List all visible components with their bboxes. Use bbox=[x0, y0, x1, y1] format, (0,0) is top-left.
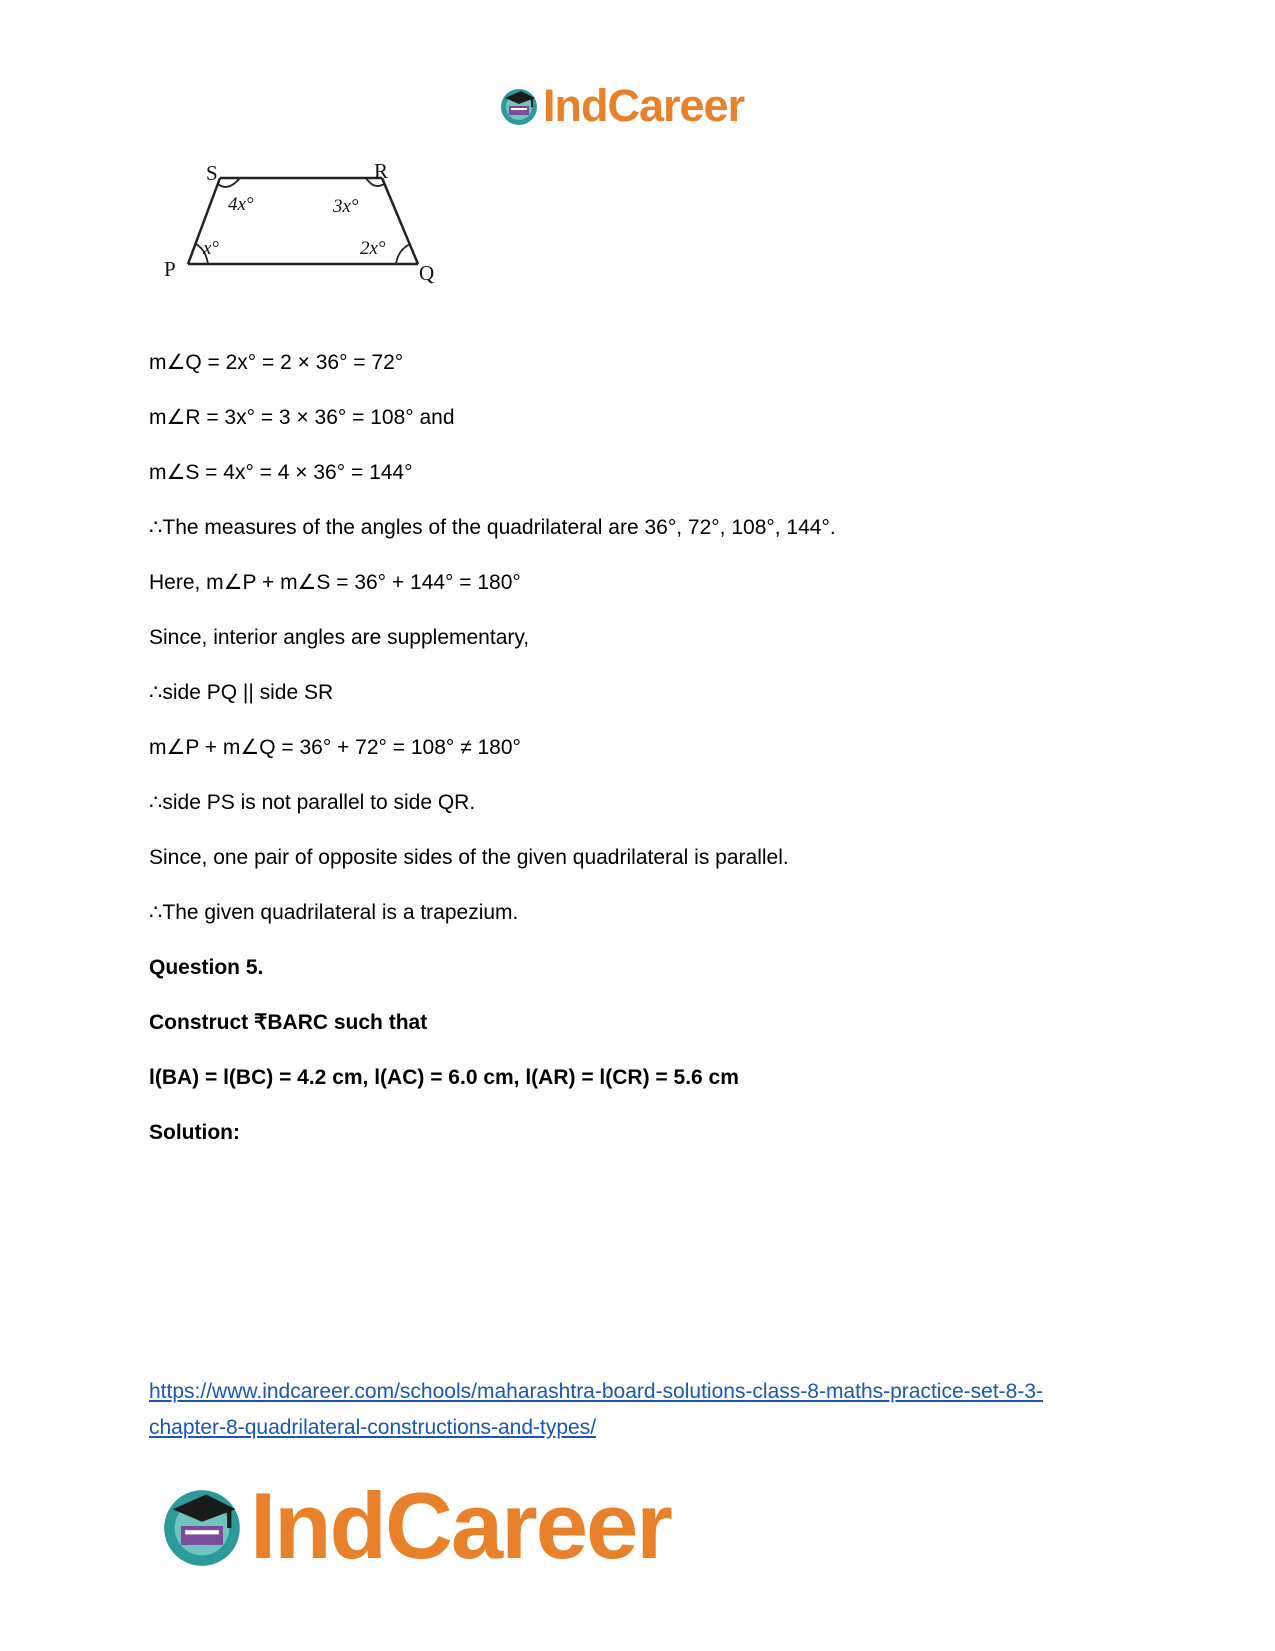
graduation-globe-icon bbox=[160, 1484, 244, 1568]
vertex-label-p: P bbox=[164, 257, 176, 281]
solution-line-angle-r: m∠R = 3x° = 3 × 36° = 108° and bbox=[149, 406, 455, 429]
question-text-line1: Construct ₹BARC such that bbox=[149, 1011, 428, 1034]
solution-label: Solution: bbox=[149, 1121, 240, 1144]
solution-line-supplementary: Since, interior angles are supplementary, bbox=[149, 626, 530, 649]
angle-label-s: 4x° bbox=[228, 194, 254, 215]
question-text-line2: l(BA) = l(BC) = 4.2 cm, l(AC) = 6.0 cm, l(AR) = l(CR) = 5.6 cm bbox=[149, 1066, 739, 1089]
solution-line-sum-ps: Here, m∠P + m∠S = 36° + 144° = 180° bbox=[149, 571, 521, 594]
solution-line-angle-q: m∠Q = 2x° = 2 × 36° = 72° bbox=[149, 351, 404, 374]
vertex-label-r: R bbox=[374, 159, 389, 183]
solution-line-angle-s: m∠S = 4x° = 4 × 36° = 144° bbox=[149, 461, 413, 484]
solution-line-sum-pq: m∠P + m∠Q = 36° + 72° = 108° ≠ 180° bbox=[149, 736, 521, 759]
vertex-label-s: S bbox=[206, 161, 218, 185]
question-title: Question 5. bbox=[149, 956, 264, 979]
solution-line-ps-not-parallel: ∴side PS is not parallel to side QR. bbox=[149, 791, 476, 814]
solution-line-angle-summary: ∴The measures of the angles of the quadrilateral are 36°, 72°, 108°, 144°. bbox=[149, 516, 836, 539]
angle-label-q: 2x° bbox=[360, 238, 386, 259]
source-url-link-line1[interactable]: https://www.indcareer.com/schools/maharashtra-board-solutions-class-8-maths-practice-set-8-3- bbox=[149, 1380, 1043, 1403]
vertex-label-q: Q bbox=[419, 261, 435, 285]
angle-label-r: 3x° bbox=[333, 196, 359, 217]
trapezium-figure bbox=[160, 158, 460, 298]
source-url-link-line2[interactable]: chapter-8-quadrilateral-constructions-and-types/ bbox=[149, 1416, 597, 1439]
solution-line-conclusion: ∴The given quadrilateral is a trapezium. bbox=[149, 901, 519, 924]
angle-label-p: x° bbox=[203, 238, 220, 259]
indcareer-logo-footer bbox=[160, 1472, 671, 1580]
logo-wordmark: IndCareer bbox=[543, 80, 745, 131]
logo-wordmark: IndCareer bbox=[250, 1473, 671, 1578]
graduation-globe-icon bbox=[499, 86, 539, 126]
solution-line-one-pair-parallel: Since, one pair of opposite sides of the given quadrilateral is parallel. bbox=[149, 846, 789, 869]
solution-line-pq-parallel-sr: ∴side PQ || side SR bbox=[149, 681, 334, 704]
indcareer-logo-header bbox=[499, 80, 744, 132]
